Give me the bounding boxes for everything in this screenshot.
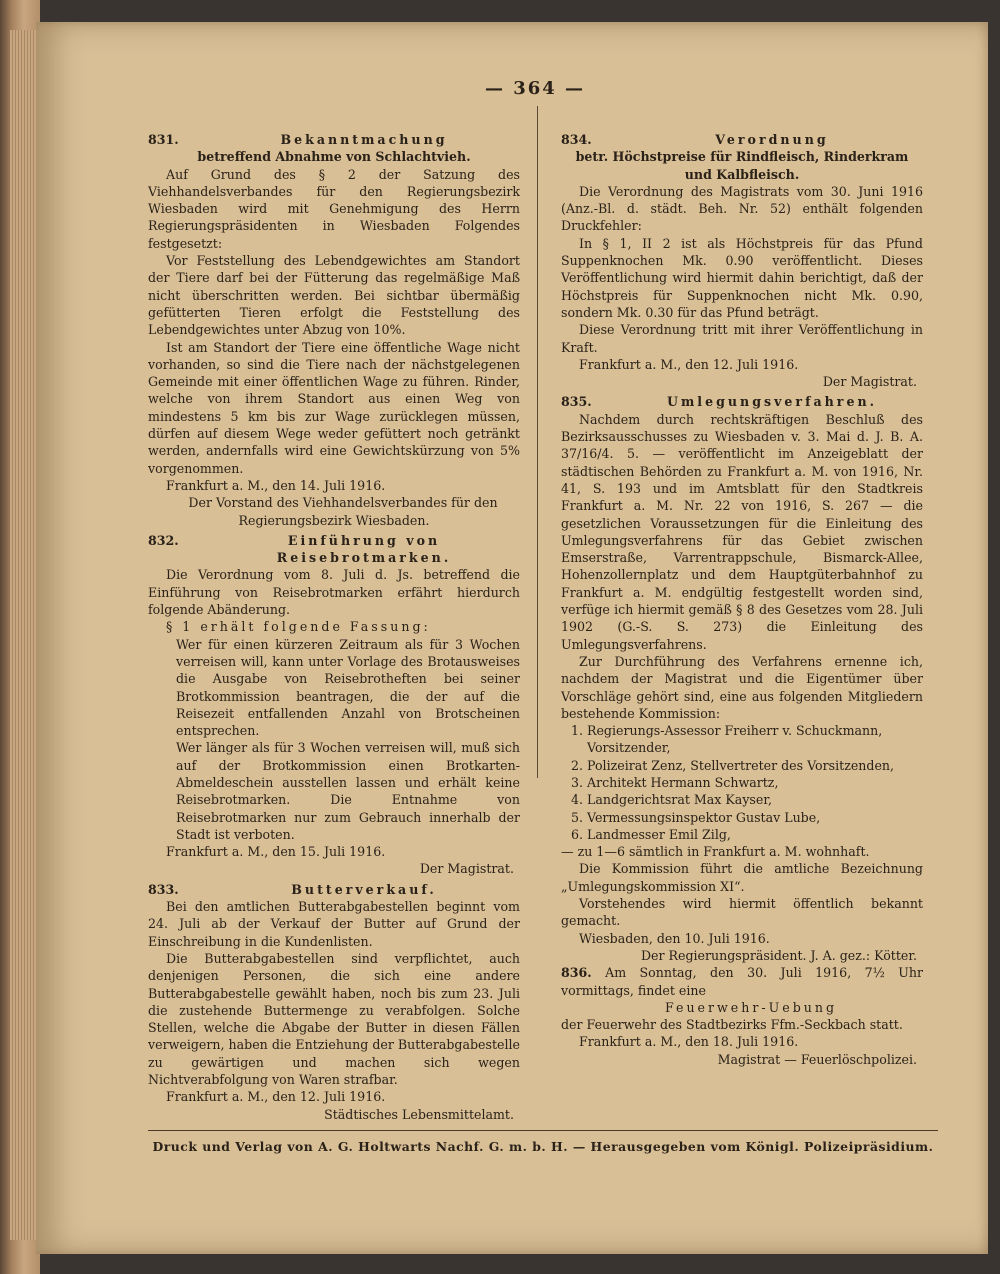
- quoted-paragraph: Wer länger als für 3 Wochen verreisen will, muß sich auf der Brotkommission einen Brotkarten-Abmeldeschein ausstellen lassen und erhält keine Reisebrotmarken. Die Entnahme von Reisebrotmarken nur zum Gebrauch innerhalb der Stadt ist verboten.: [176, 740, 520, 842]
- dateline: Frankfurt a. M., den 12. Juli 1916.: [579, 356, 799, 372]
- paragraph: Bei den amtlichen Butterabgabestellen beginnt vom 24. Juli ab der Verkauf der Butter auf Grund der Einschreibung in die Kundenlisten.: [148, 899, 520, 949]
- commission-member-list: [561, 722, 923, 843]
- signature: Der Vorstand des Viehhandelsverbandes für den Regierungsbezirk Wiesbaden.: [188, 495, 498, 528]
- signature: Städtisches Lebensmittelamt.: [324, 1106, 514, 1122]
- right-column: [561, 128, 923, 1068]
- dateline: Wiesbaden, den 10. Juli 1916.: [579, 930, 770, 946]
- article-832: [148, 532, 520, 878]
- paragraph: [561, 964, 923, 999]
- article-title: Einführung von Reisebrotmarken.: [276, 532, 452, 566]
- paragraph: Die Butterabgabestellen sind verpflichtet, auch denjenigen Personen, die sich eine andere Butterabgabestelle gewählt haben, noch bis zum 23. Juli die zustehende Buttermenge zu verabfolgen. Solche Stellen, welche die Abgabe der Butter in diesen Fällen verweigern, haben die Entziehung der Butterabgabestelle zu gewärtigen und machen sich wegen Nichtverabfolgung von Waren strafbar.: [148, 950, 520, 1088]
- dateline: Frankfurt a. M., den 18. Juli 1916.: [579, 1034, 799, 1050]
- article-subtitle: betreffend Abnahme von Schlachtvieh.: [197, 149, 471, 165]
- paragraph: Die Verordnung vom 8. Juli d. Js. betreffend die Einführung von Reisebrotmarken erfährt hierdurch folgende Abänderung.: [148, 567, 520, 618]
- article-number: 835.: [561, 394, 592, 410]
- list-item: 6. Landmesser Emil Zilg,: [587, 826, 923, 843]
- dateline: Frankfurt a. M., den 14. Juli 1916.: [166, 477, 386, 493]
- paragraph: Ist am Standort der Tiere eine öffentliche Wage nicht vorhanden, so sind die Tiere nach der nächstgelegenen Gemeinde mit einer öffentlichen Wage zu führen. Rinder, welche von ihrem Standort aus einen Weg von mindestens 5 km bis zur Wage zurücklegen müssen, dürfen auf diesem Wege weder gefüttert noch getränkt werden, andernfalls wird eine Gewichtskürzung von 5% vorgenommen.: [148, 339, 520, 476]
- paragraph: In § 1, II 2 ist als Höchstpreis für das Pfund Suppenknochen Mk. 0.90 veröffentlicht. Dieses Veröffentlichung wird hiermit dahin berichtigt, daß der Höchstpreis für Suppenknochen nicht Mk. 0.90, sondern Mk. 0.30 für das Pfund beträgt.: [561, 235, 923, 320]
- article-subtitle: betr. Höchstpreise für Rindfleisch, Rinderkram und Kalbfleisch.: [575, 149, 909, 182]
- paragraph: der Feuerwehr des Stadtbezirks Ffm.-Seckbach statt.: [561, 1017, 903, 1033]
- page-number: — 364 —: [484, 78, 586, 99]
- dateline: Frankfurt a. M., den 15. Juli 1916.: [166, 844, 386, 860]
- dateline: Frankfurt a. M., den 12. Juli 1916.: [166, 1089, 386, 1105]
- paragraph: Die Verordnung des Magistrats vom 30. Juni 1916 (Anz.-Bl. d. städt. Beh. Nr. 52) enthält folgenden Druckfehler:: [561, 183, 923, 234]
- article-number: 834.: [561, 132, 592, 147]
- list-item: 3. Architekt Hermann Schwartz,: [587, 774, 923, 791]
- paragraph: § 1 erhält folgende Fassung:: [166, 619, 431, 635]
- article-835: [561, 393, 923, 964]
- article-831: [148, 131, 520, 529]
- paragraph: Auf Grund des § 2 der Satzung des Viehhandelsverbandes für den Regierungsbezirk Wiesbaden wird mit Genehmigung des Herrn Regierungspräsidenten in Wiesbaden Folgendes festgesetzt:: [148, 166, 520, 251]
- article-number: 836.: [561, 965, 592, 981]
- paragraph: Vor Feststellung des Lebendgewichtes am Standort der Tiere darf bei der Fütterung das regelmäßige Maß nicht überschritten werden. Bei sichtbar übermäßig gefütterten Tieren erfolgt die Feststellung des Lebendgewichtes unter Abzug von 10%.: [148, 253, 520, 338]
- paragraph: Vorstehendes wird hiermit öffentlich bekannt gemacht.: [561, 896, 923, 929]
- article-number: 832.: [148, 532, 179, 548]
- quoted-paragraph: Wer für einen kürzeren Zeitraum als für 3 Wochen verreisen will, kann unter Vorlage des Brotausweises die Ausgabe von Reisebrotheften bei seiner Brotkommission beantragen, die der auf die Reisezeit entfallenden Anzahl von Brotscheinen entsprechen.: [176, 636, 520, 739]
- column-divider: [537, 106, 538, 778]
- event-title: Feuerwehr-Uebung: [664, 999, 838, 1015]
- signature: Magistrat — Feuerlöschpolizei.: [717, 1051, 917, 1067]
- list-item: 2. Polizeirat Zenz, Stellvertreter des Vorsitzenden,: [587, 757, 923, 774]
- list-item: 4. Landgerichtsrat Max Kayser,: [587, 791, 923, 808]
- lead-text: Am Sonntag, den 30. Juli 1916, 7½ Uhr vormittags, findet eine: [561, 965, 923, 998]
- paragraph: Die Kommission führt die amtliche Bezeichnung „Umlegungskommission XI“.: [561, 861, 923, 894]
- imprint-footer: Druck und Verlag von A. G. Holtwarts Nachf. G. m. b. H. — Herausgegeben vom Königl. Polizeipräsidium.: [148, 1130, 938, 1154]
- list-item: 5. Vermessungsinspektor Gustav Lube,: [587, 809, 923, 826]
- article-834: [561, 131, 923, 390]
- article-number: 831.: [148, 132, 179, 147]
- paragraph: Zur Durchführung des Verfahrens ernenne ich, nachdem der Magistrat und die Eigentümer über Vorschläge gehört sind, eine aus folgenden Mitgliedern bestehende Kommission:: [561, 653, 923, 721]
- article-836: [561, 964, 923, 1068]
- article-title: Verordnung: [715, 132, 829, 147]
- article-title: Butterverkauf.: [291, 881, 437, 897]
- left-column: [148, 128, 520, 1123]
- signature: Der Magistrat.: [822, 374, 917, 390]
- signature: Der Regierungspräsident. J. A. gez.: Kötter.: [640, 947, 917, 963]
- article-title: Bekanntmachung: [280, 132, 448, 147]
- article-833: [148, 881, 520, 1123]
- article-number: 833.: [148, 881, 179, 897]
- article-title: Umlegungsverfahren.: [666, 394, 877, 410]
- paragraph: Diese Verordnung tritt mit ihrer Veröffentlichung in Kraft.: [561, 322, 923, 355]
- list-item: 1. Regierungs-Assessor Freiherr v. Schuckmann, Vorsitzender,: [587, 722, 923, 757]
- signature: Der Magistrat.: [419, 861, 514, 877]
- paragraph: — zu 1—6 sämtlich in Frankfurt a. M. wohnhaft.: [561, 844, 870, 860]
- paragraph: Nachdem durch rechtskräftigen Beschluß des Bezirksausschusses zu Wiesbaden v. 3. Mai d. J. B. A. 37/16/4. 5. — veröffentlicht im Anzeigeblatt der städtischen Behörden zu Frankfurt a. M. von 1916, Nr. 41, S. 193 und im Amtsblatt für den Stadtkreis Frankfurt a. M. Nr. 22 von 1916, S. 267 — die gesetzlichen Voraussetzungen für die Einleitung des Umlegungsverfahrens für das Gebiet zwischen Emserstraße, Varrentrappschule, Bismarck-Allee, Hohenzollernplatz und dem Hauptgüterbahnhof zu Frankfurt a. M. endgültig festgestellt worden sind, verfüge ich hiermit gemäß § 8 des Gesetzes vom 28. Juli 1902 (G.-S. S. 273) die Einleitung des Umlegungsverfahrens.: [561, 411, 923, 652]
